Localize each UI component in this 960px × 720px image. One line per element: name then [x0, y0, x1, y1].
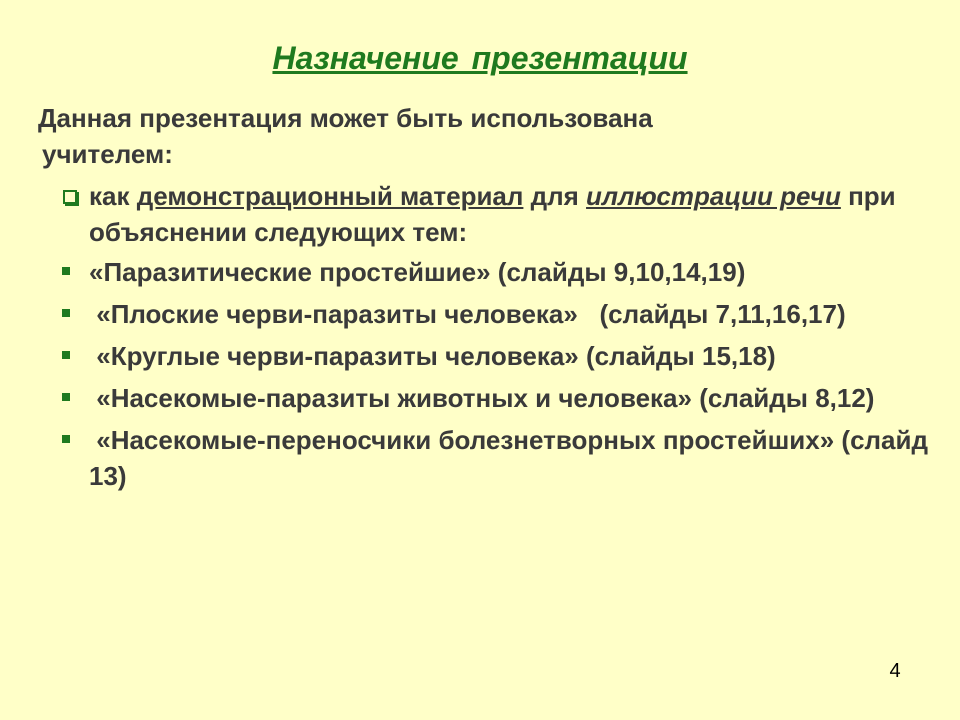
content-list: [0, 178, 960, 500]
square-bullet-icon: [62, 435, 70, 443]
square-bullet-icon: [62, 351, 70, 359]
square-bullet-icon: [62, 309, 70, 317]
intro-line-2: учителем:: [42, 139, 173, 169]
list-item-text: «Плоские черви-паразиты человека» (слайды 7,11,16,17): [89, 299, 846, 329]
list-item-text: «Насекомые-паразиты животных и человека» (слайды 8,12): [89, 383, 875, 413]
list-item-text: «Насекомые-переносчики болезнетворных простейших» (слайд 13): [89, 425, 936, 491]
intro-text: [38, 100, 918, 172]
list-item-text: «Паразитические простейшие» (слайды 9,10,14,19): [89, 257, 746, 287]
square-bullet-icon: [62, 393, 70, 401]
checklist-item: [0, 178, 949, 250]
square-bullet-icon: [62, 267, 70, 275]
checklist-underlined-text: демонстрационный материал: [136, 181, 524, 211]
checklist-text-part3: при объяснении следующих тем:: [89, 181, 896, 247]
checklist-text-part1: как: [89, 181, 137, 211]
list-item: [0, 380, 949, 416]
intro-line-1: Данная презентация может быть использована: [38, 103, 653, 133]
list-item: [0, 296, 949, 332]
list-item-text: «Круглые черви-паразиты человека» (слайды 15,18): [89, 341, 776, 371]
page-number: 4: [889, 660, 901, 682]
slide-title: Назначение презентации: [272, 40, 688, 76]
list-item: [0, 338, 949, 374]
list-item: [0, 254, 949, 290]
checkbox-icon: [63, 190, 77, 204]
checklist-text-part2: для: [523, 181, 587, 211]
list-item: [0, 422, 949, 494]
checklist-italic-underlined-text: иллюстрации речи: [586, 181, 841, 211]
